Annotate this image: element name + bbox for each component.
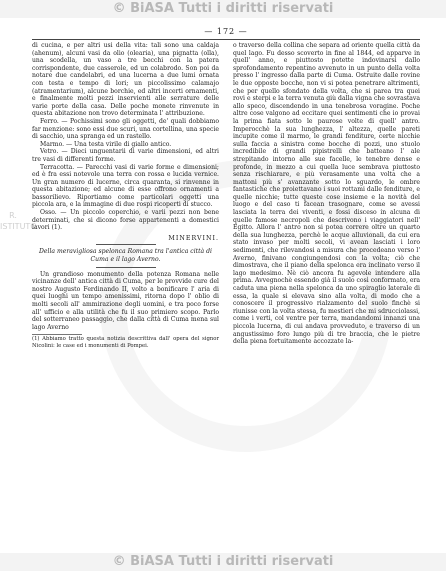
text-columns [32, 42, 420, 350]
paragraph: Osso. — Un piccolo coperchio, e varii pezzi non bene determinati, che si dicono forse appartenenti a domestici lavori (1). [32, 209, 219, 232]
header-rule [32, 39, 420, 40]
article-divider [96, 267, 156, 268]
left-column [32, 42, 219, 350]
footnote: (1) Abbiamo tratto questa notizia descrittiva dall' opera del signor Nicolini: le case ed i monumenti di Pompei. [32, 336, 219, 349]
library-stamp: R. ISTITUTO [0, 211, 37, 231]
paragraph: Marmo. — Una testa virile di giallo antico. [40, 140, 172, 148]
paragraph: di cucina, e per altri usi della vita: tali sono una caldaja (ahenum), alcuni vasi da olio (olearia), una pignatta (olla), una scodella, un vaso a tre becchi con la patera corrispondente, due casserole, ed un colabrodo. Son poi da notare due candelabri, ed una lucerna a due lumi ornata con testa e tempo di lori; un piccolissimo calamajo (atramentarium), alcune borchie, ed altri incerti ornamenti, e finalmente molti pezzi inservienti alle serrature delle varie porte della casa. Delle poche monete rinvenute in questa abitazione non trovo determinata l' attribuzione. [32, 42, 219, 118]
paragraph: Terracotta. — Parecchi vasi di varie forme e dimensioni; ed è fra essi notevole una terra con rossa e lucida vernice. Un gran numero di lucerne, circa quaranta, si rinvenne in questa abitazione; ed alcune di esse offrono ornamenti a bassorilievo. Riportiamo come particolari oggetti una piccola ara, e la immagine di due rospi ricoperti di stucco. [32, 163, 219, 209]
author-signature: MINERVINI. [168, 234, 219, 242]
right-column [233, 42, 420, 350]
paragraph: o traverso della collina che separa ad oriente quella città da quel lago. Fu desso scoverto in fine al 1844, ed apparve in quell' anno, e piuttosto potette indovinarsi dallo sprofondamento repentino avvenuto in un punto della volta presso l' ingresso dalla parte di Cuma. Ostruite dalle rovine le due opposte bocche, non vi si potea penetrare altrimenti, che per quello sfondato della volta, che si parea tra quei rovi e sterpi e la terra venuta giù dalla vigna che sovrastava allo speco, discendendo in una tenebrosa voragine. Poche altre cose valgono ad eccitare quei sentimenti che io provai la prima fiata sotto le paurose volte di quell' antro. Imperocchè la sua lunghezza, l' altezza, quelle pareti incupite come il marmo, le grandi fenditure, certe nicchie sulla faccia a sinistra come bocche di pozzi, uno stuolo incredibile di grandi pipistrelli che batteano l' ale strepitando intorno alle sue facelle, le tenebre dense e profonde, in mezzo a cui quella luce sembrava piuttosto senza rischiarare, e più verasamente una volta che a mattoni più s' avanzante sotto lo sguardo, le ombre fantastiche che proiettavano i suoi rottami dalle fenditure, e quelle nicchie; tutte queste cose insieme e la novità del luogo e del caso ti facean trasognare, come se avessi lasciata la terra dei viventi, e fossi disceso in alcuna di quelle famose necropoli che descrivono i viaggiatori nell' Egitto. Allora l' antro non si potea correre oltre un quarto della sua lunghezza, perchè le acque alluvionali, da cui era stato invaso per molti secoli, vi avean lasciati i loro sedimenti, che rilevandosi a misura che procedeano verso l' Averno, finivano congiungendosi con la volta; ciò che dimostrava, che il piano della spelonca era inclinato verso il lago medesimo. Nè ciò ancora fu agevole intendere alla prima. Avvegnochè essendo già il suolo così conformato, era caduta una piena nella spelonca da uno spiraglio laterale di essa, la quale si elevava sino alla volta, di modo che a conoscere il progressivo rialzamento del suolo finchè si riunisse con la volta stessa, fu mestieri che mi sdrucciolassi, come i verti, col ventre per terra, mandandomi innanzi una piccola lucerna, di cui andava provveduto, e traverso di un angustissimo foro lungo più di tre braccia, che le pietre della piena fortuitamente accozzate la- [233, 42, 420, 346]
article-title: Della meravigliosa spelonca Romana tra l'antica città di Cuma e il lago Averno. [39, 248, 212, 264]
watermark-bottom: © BiASA Tutti i diritti riservati [0, 553, 446, 571]
paragraph: Ferro. — Pochissimi sono gli oggetti, de' quali dobbiamo far menzione: sono essi due scuri, una cortellina, una specie di sacchio, una spranga ed un rastello. [32, 117, 219, 141]
page-number: — 172 — [204, 27, 248, 36]
paragraph: Un grandioso monumento della potenza Romana nelle vicinanze dell' antica città di Cuma, per le provvide cure del nostro Augusto Ferdinando II, volto a bonificare l' aria di quei luoghi un tempo amenissimi, ritorna dopo l' oblio di molti secoli all' ammirazione degli uomini, e tra poco forse all' ufficio e alla utilità che fu il suo primiero scopo. Parlo del sotterraneo passaggio, che dalla città di Cuma mena sul lago Averno [32, 270, 219, 331]
watermark-top: © BiASA Tutti i diritti riservati [0, 0, 446, 18]
paragraph: Vetro. — Dieci unguentarii di varie dimensioni, ed altri tre vasi di differenti forme. [32, 148, 219, 163]
article-divider [96, 244, 156, 245]
document-page [32, 27, 420, 539]
